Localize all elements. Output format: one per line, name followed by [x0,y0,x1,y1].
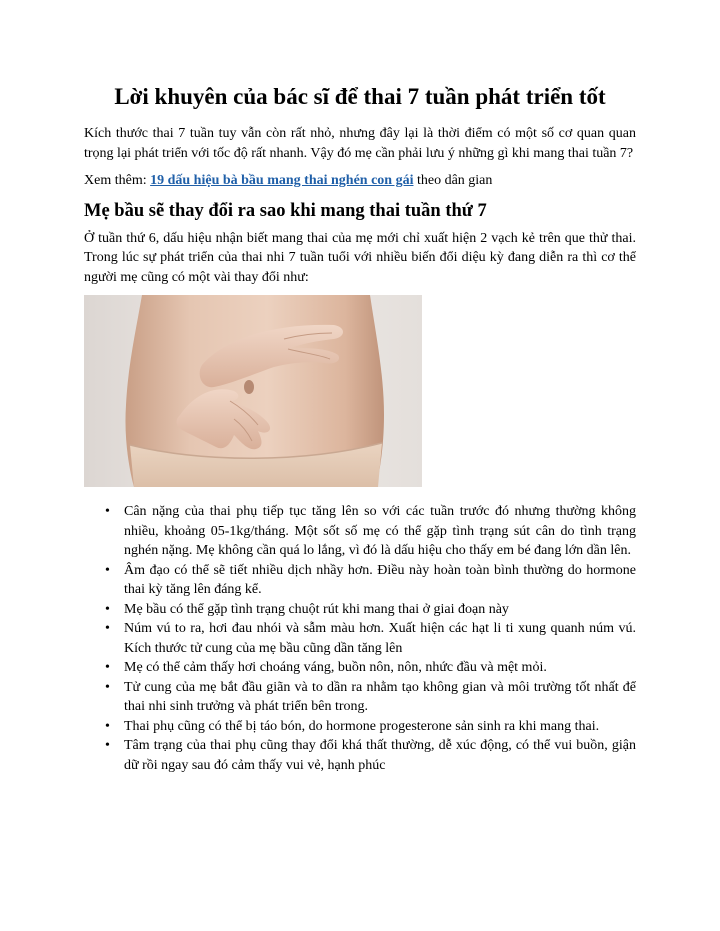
section-heading: Mẹ bầu sẽ thay đổi ra sao khi mang thai tuần thứ 7 [84,200,487,221]
list-item: • Tử cung của mẹ bắt đầu giãn và to dần ra nhằm tạo không gian và môi trường tốt nhất để thai nhi sinh trưởng và phát triển bên trong. [84,678,636,717]
changes-list [84,502,636,775]
list-item: • Thai phụ cũng có thể bị táo bón, do hormone progesterone sản sinh ra khi mang thai. [84,717,636,737]
pregnant-belly-photo [84,295,422,487]
see-also-link[interactable]: 19 dấu hiệu bà bầu mang thai nghén con gái [150,173,414,188]
list-item: • Mẹ có thể cảm thấy hơi choáng váng, buồn nôn, nôn, nhức đầu và mệt mỏi. [84,658,636,678]
intro-paragraph: Kích thước thai 7 tuần tuy vẫn còn rất nhỏ, nhưng đây lại là thời điểm có một số cơ quan quan trọng lại phát triển với tốc độ rất nhanh. Vậy đó mẹ cần phải lưu ý những gì khi mang thai tuần 7? [84,126,636,161]
list-item: • Tâm trạng của thai phụ cũng thay đổi khá thất thường, dễ xúc động, có thể vui buồn, giận dữ rồi ngay sau đó cảm thấy vui vẻ, hạnh phúc [84,736,636,775]
belly-illustration [84,295,422,487]
section-paragraph: Ở tuần thứ 6, dấu hiệu nhận biết mang thai của mẹ mới chỉ xuất hiện 2 vạch kẻ trên que thử thai. Trong lúc sự phát triển của thai nhi 7 tuần tuổi với nhiều biến đổi diệu kỳ đang diễn ra thì cơ thể người mẹ cũng có một vài thay đổi như: [84,230,636,285]
see-also-prefix: Xem thêm: [84,173,151,188]
list-item: • Mẹ bầu có thể gặp tình trạng chuột rút khi mang thai ở giai đoạn này [84,600,636,620]
document-title: Lời khuyên của bác sĩ để thai 7 tuần phát triển tốt [114,84,606,109]
list-item: • Núm vú to ra, hơi đau nhói và sẫm màu hơn. Xuất hiện các hạt li ti xung quanh núm vú. Kích thước tử cung của mẹ bầu cũng dần tăng lên [84,619,636,658]
document-page [84,84,636,775]
see-also-line [84,171,636,191]
list-item: • Âm đạo có thể sẽ tiết nhiều dịch nhầy hơn. Điều này hoàn toàn bình thường do hormone thai kỳ tăng lên đáng kể. [84,561,636,600]
see-also-suffix: theo dân gian [413,173,493,188]
list-item: • Cân nặng của thai phụ tiếp tục tăng lên so với các tuần trước đó nhưng thường không nhiều, khoảng 05-1kg/tháng. Một sốt số mẹ có thể gặp tình trạng sút cân do tình trạng nghén nặng. Mẹ không cần quá lo lắng, vì đó là dấu hiệu cho thấy em bé đang lớn dần lên. [84,502,636,561]
